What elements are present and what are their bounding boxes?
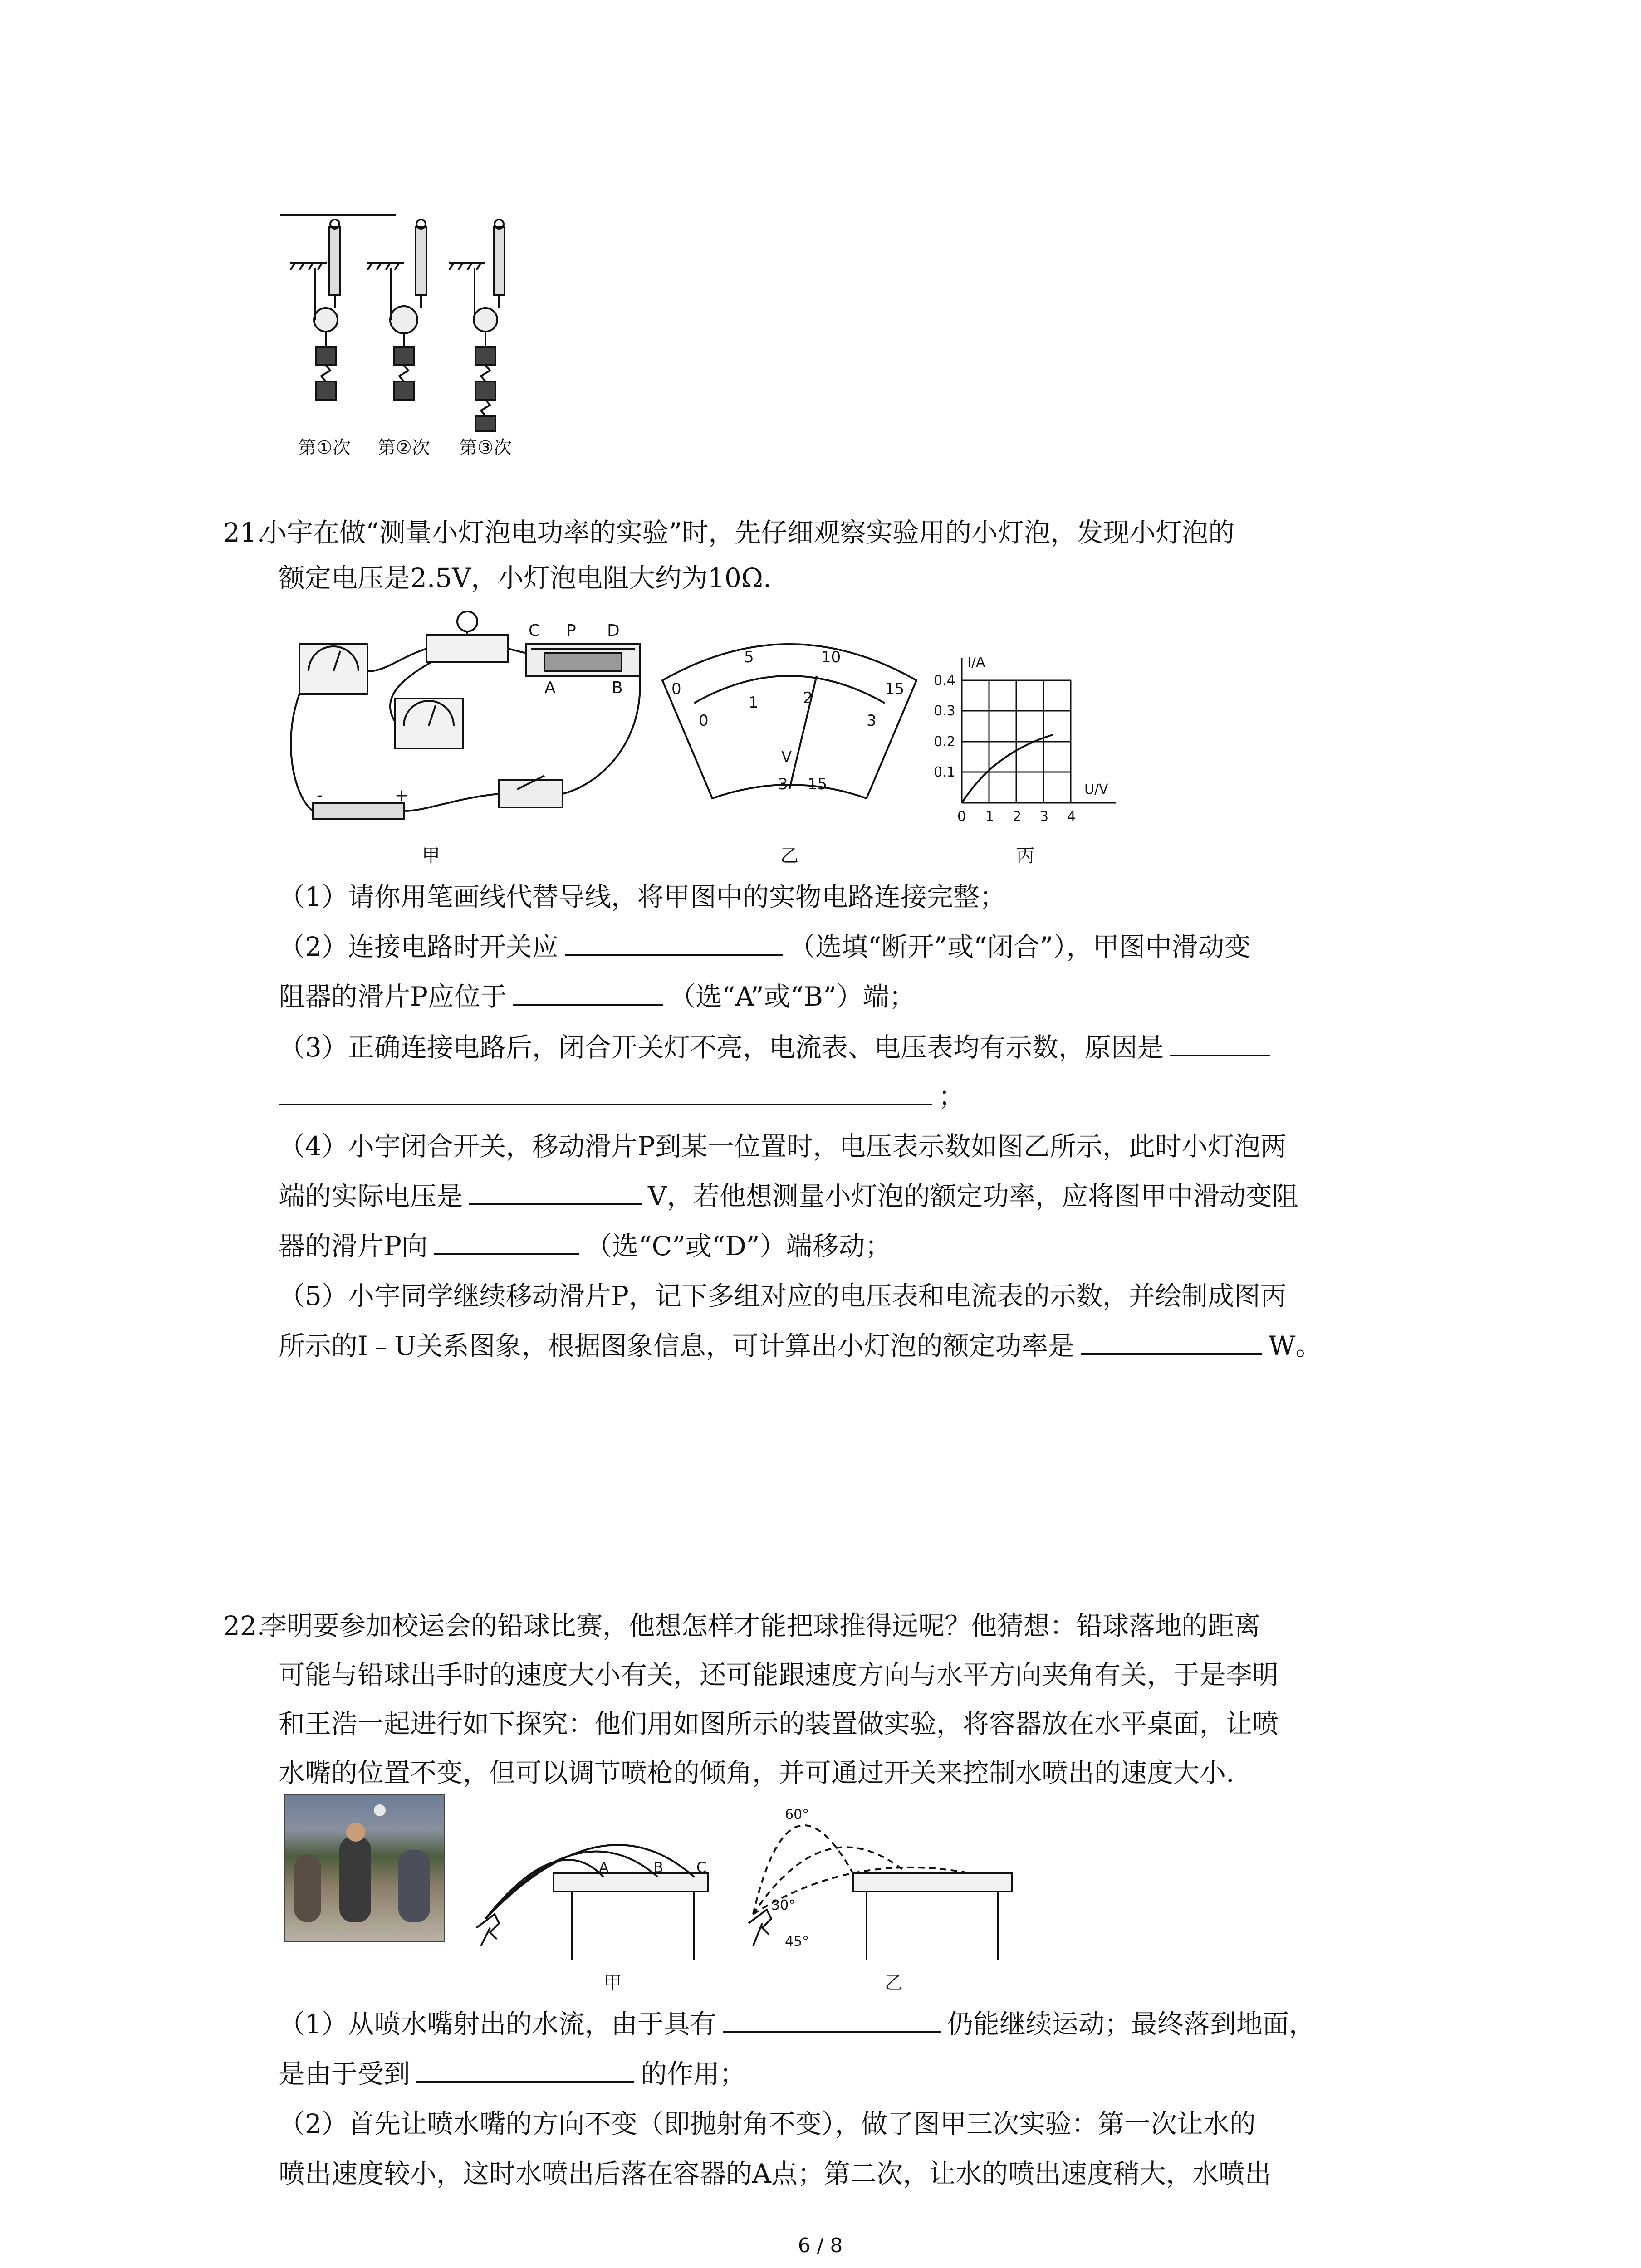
- graph-y-label: I/A: [967, 655, 985, 670]
- q21-part4-text-b: 端的实际电压是: [279, 1181, 463, 1212]
- q21-part4-text-c: V，若他想测量小灯泡的额定功率，应将图甲中滑动变阻: [648, 1181, 1298, 1212]
- q21-part3-blank-b[interactable]: [279, 1077, 932, 1105]
- q22-part2-line2: 喷出速度较小，这时水喷出后落在容器的A点；第二次，让水的喷出速度稍大，水喷出: [279, 2158, 1271, 2189]
- q21-part2-blank-2[interactable]: [513, 978, 663, 1006]
- graph-y-tick-04: 0.4: [934, 673, 955, 689]
- graph-x-tick-0: 0: [957, 809, 966, 825]
- q22-intro-line3: 和王浩一起进行如下探究：他们用如图所示的装置做实验，将容器放在水平桌面，让喷: [279, 1708, 1279, 1739]
- battery-plus: +: [395, 786, 409, 805]
- page-number: 6 / 8: [798, 2234, 843, 2257]
- q22-point-c: C: [696, 1859, 707, 1876]
- q22-fig-yi: [717, 1778, 1043, 1964]
- q22-intro-line2: 可能与铅球出手时的速度大小有关，还可能跟速度方向与水平方向夹角有关，于是李明: [279, 1659, 1279, 1690]
- q21-fig-jia-label: 甲: [422, 846, 440, 866]
- q22-part1-text-d: 的作用；: [641, 2058, 746, 2089]
- q22-angle-45: 45°: [785, 1934, 809, 1950]
- q22-part2-line1: （2）首先让喷水嘴的方向不变（即抛射角不变），做了图甲三次实验：第一次让水的: [279, 2108, 1256, 2139]
- meter-top-tick-0: 0: [671, 680, 681, 698]
- graph-x-tick-3: 3: [1040, 809, 1049, 825]
- rheostat-letter-d: D: [607, 621, 620, 640]
- q21-part2-text-a: （2）连接电路时开关应: [279, 931, 558, 962]
- meter-top-tick-15: 15: [885, 680, 905, 698]
- q21-intro-line1: 小宇在做“测量小灯泡电功率的实验”时，先仔细观察实验用的小灯泡，发现小灯泡的: [260, 517, 1235, 548]
- q21-part4-line1: （4）小宇闭合开关，移动滑片P到某一位置时，电压表示数如图乙所示，此时小灯泡两: [279, 1131, 1287, 1162]
- q22-fig-jia: [467, 1810, 721, 1964]
- q22-part1-line1: [279, 2000, 1315, 2048]
- meter-bottom-tick-2: 2: [803, 689, 813, 707]
- q21-part2-text-b: （选填“断开”或“闭合”），甲图中滑动变: [789, 931, 1251, 962]
- graph-y-tick-03: 0.3: [934, 703, 955, 719]
- q22-fig-yi-label: 乙: [885, 1973, 903, 1994]
- rheostat-letter-p: P: [566, 621, 576, 640]
- q21-part4-text-d: 器的滑片P向: [279, 1231, 428, 1261]
- q22-part1-blank-2[interactable]: [416, 2055, 634, 2083]
- q21-part5-line1: （5）小宇同学继续移动滑片P，记下多组对应的电压表和电流表的示数，并绘制成图丙: [279, 1281, 1287, 1311]
- q21-part5-line2: [279, 1322, 1322, 1369]
- q22-angle-30: 30°: [771, 1897, 796, 1913]
- q21-part2-line1: [279, 923, 1251, 970]
- rheostat-letter-b: B: [612, 679, 623, 697]
- q21-part2-text-d: （选“A”或“B”）端；: [669, 981, 916, 1012]
- q22-point-a: A: [599, 1859, 609, 1876]
- q21-part3-text-b: ；: [938, 1081, 965, 1112]
- meter-symbol: V: [781, 748, 792, 766]
- graph-x-tick-1: 1: [985, 809, 994, 825]
- meter-terminal-15: 15: [808, 775, 828, 793]
- meter-bottom-tick-0: 0: [699, 712, 709, 730]
- q21-part2-line2: [279, 973, 916, 1020]
- battery-minus: -: [317, 786, 323, 805]
- q21-intro-line2: 额定电压是2.5V，小灯泡电阻大约为10Ω.: [279, 562, 772, 593]
- graph-y-tick-02: 0.2: [934, 734, 955, 750]
- pulley-figure: [272, 218, 526, 449]
- q22-part1-line2: [279, 2050, 746, 2097]
- q21-part4-blank-2[interactable]: [434, 1227, 579, 1255]
- q22-point-b: B: [653, 1859, 663, 1876]
- q22-intro-line4: 水嘴的位置不变，但可以调节喷枪的倾角，并可通过开关来控制水喷出的速度大小.: [279, 1757, 1234, 1788]
- q21-part1: （1）请你用笔画线代替导线，将甲图中的实物电路连接完整；: [279, 881, 1006, 912]
- q21-part5-blank[interactable]: [1081, 1327, 1262, 1355]
- meter-terminal-3: 3: [778, 775, 788, 793]
- graph-y-tick-01: 0.1: [934, 764, 955, 780]
- q22-fig-jia-label: 甲: [603, 1973, 622, 1994]
- q21-voltmeter-figure: [653, 612, 926, 821]
- q21-part5-text-b: 所示的I﹣U关系图象，根据图象信息，可计算出小灯泡的额定功率是: [279, 1330, 1074, 1361]
- meter-bottom-tick-3: 3: [867, 712, 877, 730]
- meter-top-tick-10: 10: [821, 648, 841, 666]
- q21-circuit-figure: [281, 608, 671, 844]
- q22-intro-line1: 李明要参加校运会的铅球比赛，他想怎样才能把球推得远呢？他猜想：铅球落地的距离: [260, 1610, 1261, 1641]
- rheostat-letter-c: C: [529, 621, 540, 640]
- q21-part2-blank-1[interactable]: [565, 928, 783, 956]
- q21-number: 21.: [223, 517, 265, 548]
- q22-part1-blank-1[interactable]: [723, 2005, 941, 2033]
- meter-top-tick-5: 5: [744, 648, 754, 666]
- pulley-label-2: 第②次: [377, 437, 430, 458]
- rheostat-letter-a: A: [544, 679, 556, 697]
- q21-part3-line1: [279, 1024, 1276, 1071]
- q21-part4-line3: [279, 1222, 892, 1270]
- q22-part1-text-a: （1）从喷水嘴射出的水流，由于具有: [279, 2009, 716, 2039]
- q21-fig-yi-label: 乙: [780, 846, 798, 866]
- q21-part4-line2: [279, 1173, 1298, 1220]
- q21-part2-text-c: 阻器的滑片P应位于: [279, 981, 507, 1012]
- q22-number: 22.: [223, 1610, 265, 1641]
- q21-part3-blank-a[interactable]: [1170, 1028, 1270, 1056]
- q21-iu-graph: [926, 653, 1125, 835]
- graph-x-tick-2: 2: [1013, 809, 1022, 825]
- pulley-label-3: 第③次: [459, 437, 512, 458]
- q21-part4-text-e: （选“C”或“D”）端移动；: [586, 1231, 892, 1261]
- graph-x-label: U/V: [1084, 782, 1108, 797]
- shot-put-photo: [284, 1794, 445, 1942]
- q21-part5-text-c: W。: [1268, 1330, 1322, 1361]
- meter-bottom-tick-1: 1: [749, 694, 759, 712]
- q22-angle-60: 60°: [785, 1807, 809, 1823]
- q21-part4-blank-1[interactable]: [469, 1177, 642, 1205]
- q21-fig-bing-label: 丙: [1016, 846, 1034, 866]
- q21-part3-text-a: （3）正确连接电路后，闭合开关灯不亮，电流表、电压表均有示数，原因是: [279, 1032, 1164, 1063]
- q22-part1-text-b: 仍能继续运动；最终落到地面，: [946, 2009, 1315, 2039]
- q22-part1-text-c: 是由于受到: [279, 2058, 411, 2089]
- graph-x-tick-4: 4: [1067, 809, 1076, 825]
- pulley-label-1: 第①次: [298, 437, 351, 458]
- q21-part3-line2: [279, 1073, 965, 1120]
- answer-blank-top: [280, 214, 396, 216]
